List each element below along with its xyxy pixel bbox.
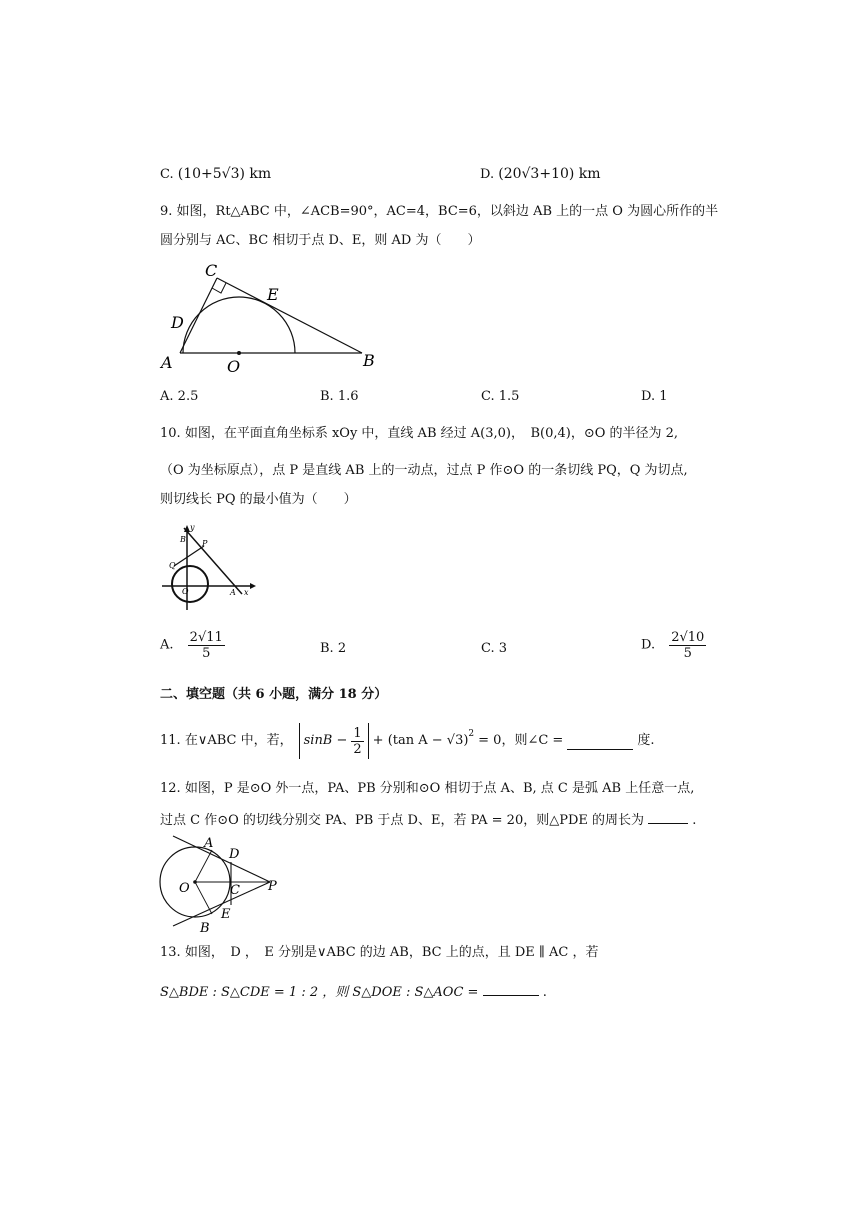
q12-label-e: E xyxy=(221,907,231,922)
q10-option-a: A. $\frac{2√11}{5}$ xyxy=(160,630,223,661)
q12-text-line1: 12. 如图，P 是⊙O 外一点，PA、PB 分别和⊙O 相切于点 A、B, 点 C 是弧 AB 上任意一点, xyxy=(160,781,695,796)
q9-option-b: B. 1.6 xyxy=(320,389,359,404)
q12-label-p: P xyxy=(268,879,277,894)
q9-label-c: C xyxy=(205,261,218,280)
q9-label-b: B xyxy=(363,351,375,370)
section2-title: 二、填空题（共 6 小题，满分 18 分） xyxy=(160,687,388,702)
q11-answer-blank[interactable] xyxy=(567,733,633,750)
q12-label-c: C xyxy=(230,883,240,898)
q9-triangle-figure xyxy=(155,256,385,378)
q9-label-e: E xyxy=(267,285,279,304)
q10-label-o: O xyxy=(182,587,189,596)
q9-label-d: D xyxy=(171,313,184,332)
q12-text-line2: 过点 C 作⊙O 的切线分别交 PA、PB 于点 D、E，若 PA = 20，则△PDE 的周长为 . xyxy=(160,809,696,830)
q8-option-c: C. (10+5√3) km xyxy=(160,166,272,182)
q10-text-line3: 则切线长 PQ 的最小值为（ ） xyxy=(160,492,357,507)
q10-label-y: y xyxy=(190,523,195,532)
q10-text-line1: 10. 如图，在平面直角坐标系 xOy 中，直线 AB 经过 A(3,0)， B(0,4)，⊙O 的半径为 2, xyxy=(160,426,679,441)
q10-label-a: A xyxy=(230,588,236,597)
q12-circle-figure xyxy=(155,830,285,934)
q10-option-b: B. 2 xyxy=(320,641,347,656)
q9-text-line1: 9. 如图，Rt△ABC 中，∠ACB=90°，AC=4，BC=6，以斜边 AB 上的一点 O 为圆心所作的半 xyxy=(160,204,719,219)
q10-option-d: D. $\frac{2√10}{5}$ xyxy=(641,630,705,661)
q10-label-q: Q xyxy=(169,561,176,570)
q13-answer-blank[interactable] xyxy=(483,981,539,996)
q10-text-line2: （O 为坐标原点），点 P 是直线 AB 上的一动点，过点 P 作⊙O 的一条切线 PQ，Q 为切点, xyxy=(160,463,688,478)
q9-label-a: A xyxy=(161,353,173,372)
q10-coordinate-figure xyxy=(160,522,260,612)
q8-option-d: D. (20√3+10) km xyxy=(480,166,601,182)
q9-option-a: A. 2.5 xyxy=(160,389,199,404)
q10-label-p: P xyxy=(202,539,208,548)
q9-label-o: O xyxy=(227,357,241,376)
q10-label-b: B xyxy=(180,535,186,544)
q13-text-line2: S△BDE : S△CDE = 1 : 2 ，则 S△DOE : S△AOC = . xyxy=(160,981,547,1002)
q13-text-line1: 13. 如图， D ， E 分别是∨ABC 的边 AB，BC 上的点，且 DE ∥ AC ，若 xyxy=(160,945,599,960)
q10-label-x: x xyxy=(244,588,249,597)
q11-text: 11. 在∨ABC 中，若， sinB − $\frac{1}{2}$ + (tan A − √3) $^2$ = 0，则∠C = 度. xyxy=(160,722,654,760)
q12-label-a: A xyxy=(204,836,214,851)
q10-option-c: C. 3 xyxy=(481,641,508,656)
q12-answer-blank[interactable] xyxy=(648,809,688,824)
q9-option-c: C. 1.5 xyxy=(481,389,520,404)
q12-label-d: D xyxy=(229,847,240,862)
q9-text-line2: 圆分别与 AC、BC 相切于点 D、E，则 AD 为（ ） xyxy=(160,233,481,248)
q9-option-d: D. 1 xyxy=(641,389,668,404)
q12-label-b: B xyxy=(200,921,210,934)
q12-label-o: O xyxy=(179,881,190,896)
